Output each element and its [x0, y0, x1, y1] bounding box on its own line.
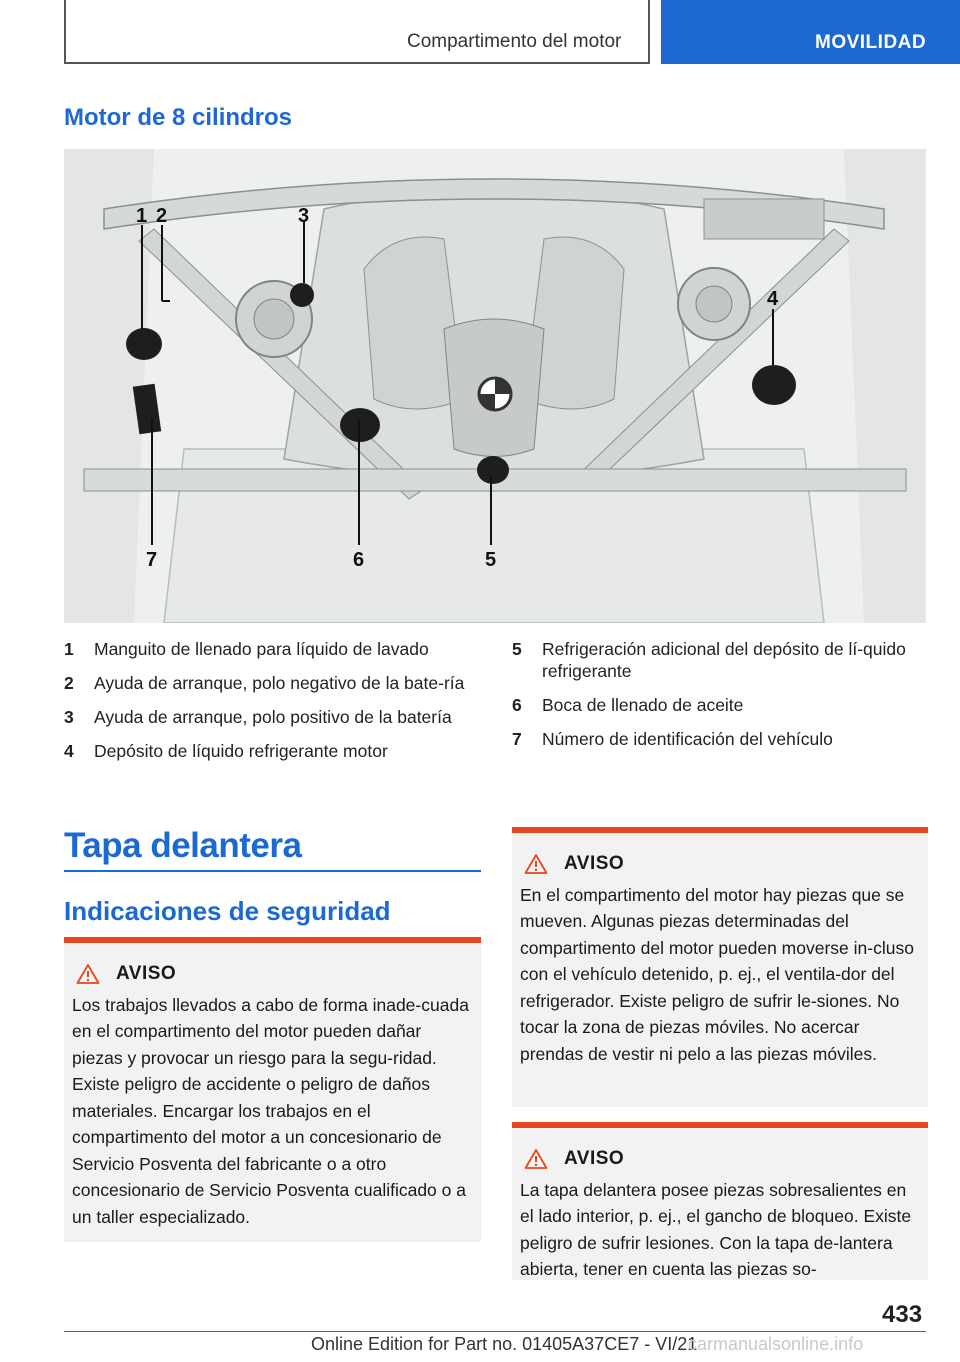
legend-item [512, 694, 912, 716]
callout-6: 6 [353, 549, 365, 571]
watermark: carmanualsonline.info [688, 1334, 864, 1354]
callout-2: 2 [156, 205, 168, 227]
legend-number: 2 [64, 673, 74, 693]
warning-title: AVISO [564, 853, 625, 874]
legend-text: Manguito de llenado para líquido de lavado [94, 639, 429, 659]
warning-title: AVISO [116, 963, 177, 984]
heading-divider [64, 870, 481, 872]
callout-1: 1 [136, 205, 148, 227]
footer-edition: Online Edition for Part no. 01405A37CE7 - VI/21 [311, 1334, 698, 1354]
footer-divider [64, 1331, 926, 1332]
page-number: 433 [882, 1301, 923, 1328]
warning-triangle-icon [76, 963, 100, 985]
warning-triangle-icon [524, 853, 548, 875]
callout-3: 3 [298, 205, 310, 227]
warning-title: AVISO [564, 1148, 625, 1169]
legend-text: Ayuda de arranque, polo negativo de la bate‐ría [94, 673, 465, 693]
legend-item [512, 638, 912, 682]
callout-4: 4 [767, 288, 779, 310]
callout-7: 7 [146, 549, 158, 571]
legend-number: 4 [64, 741, 74, 761]
figure-title: Motor de 8 cilindros [64, 104, 293, 131]
legend-text: Depósito de líquido refrigerante motor [94, 741, 388, 761]
legend-item [64, 706, 484, 728]
header-tab-movilidad[interactable] [661, 0, 960, 64]
warning-triangle-icon [524, 1148, 548, 1170]
legend-number: 1 [64, 639, 74, 659]
warning-text: Los trabajos llevados a cabo de forma inade‐cuada en el compartimento del motor pueden dañar piezas y provocar un riesgo para la segu‐ridad. Existe peligro de accidente o peligro de daños materiales. Encargar los trabajos en el compartimento del motor a un concesionario de Servicio Posventa del fabricante o a otro concesionario de Servicio Posventa cualificado o a un taller especializado. [72, 994, 469, 1227]
legend-number: 5 [512, 639, 522, 659]
warning-text: En el compartimento del motor hay piezas que se mueven. Algunas piezas determinadas del compartimento del motor pueden moverse in‐cluso con el vehículo detenido, p. ej., el ventila‐dor del refrigerador. Existe peligro de sufrir le‐siones. No tocar la zona de piezas móviles. No acercar prendas de vestir ni pelo a las piezas móviles. [520, 884, 914, 1064]
legend-number: 7 [512, 729, 522, 749]
warning-box [512, 1122, 928, 1280]
section-heading: Tapa delantera [64, 826, 302, 865]
legend-item [64, 638, 484, 660]
legend-number: 3 [64, 707, 74, 727]
legend-text: Boca de llenado de aceite [542, 695, 744, 715]
warning-box [64, 937, 481, 1242]
legend-text: Ayuda de arranque, polo positivo de la batería [94, 707, 452, 727]
warning-text: La tapa delantera posee piezas sobresalientes en el lado interior, p. ej., el gancho de bloqueo. Existe peligro de sufrir lesiones. Con la tapa de‐lantera abierta, tener en cuenta las piezas so‐ [520, 1179, 912, 1279]
header-tab-label: MOVILIDAD [815, 32, 927, 53]
header-section-title: Compartimento del motor [407, 31, 622, 52]
legend-text: Refrigeración adicional del depósito de lí‐quido refrigerante [542, 639, 906, 681]
engine-bay-illustration [64, 149, 926, 623]
subsection-heading: Indicaciones de seguridad [64, 896, 391, 926]
legend-right [512, 638, 912, 762]
legend-item [512, 728, 912, 750]
legend-item [64, 672, 484, 694]
legend-item [64, 740, 484, 762]
legend-left [64, 638, 484, 774]
warning-box [512, 827, 928, 1107]
legend-number: 6 [512, 695, 522, 715]
callout-5: 5 [485, 549, 497, 571]
legend-text: Número de identificación del vehículo [542, 729, 833, 749]
